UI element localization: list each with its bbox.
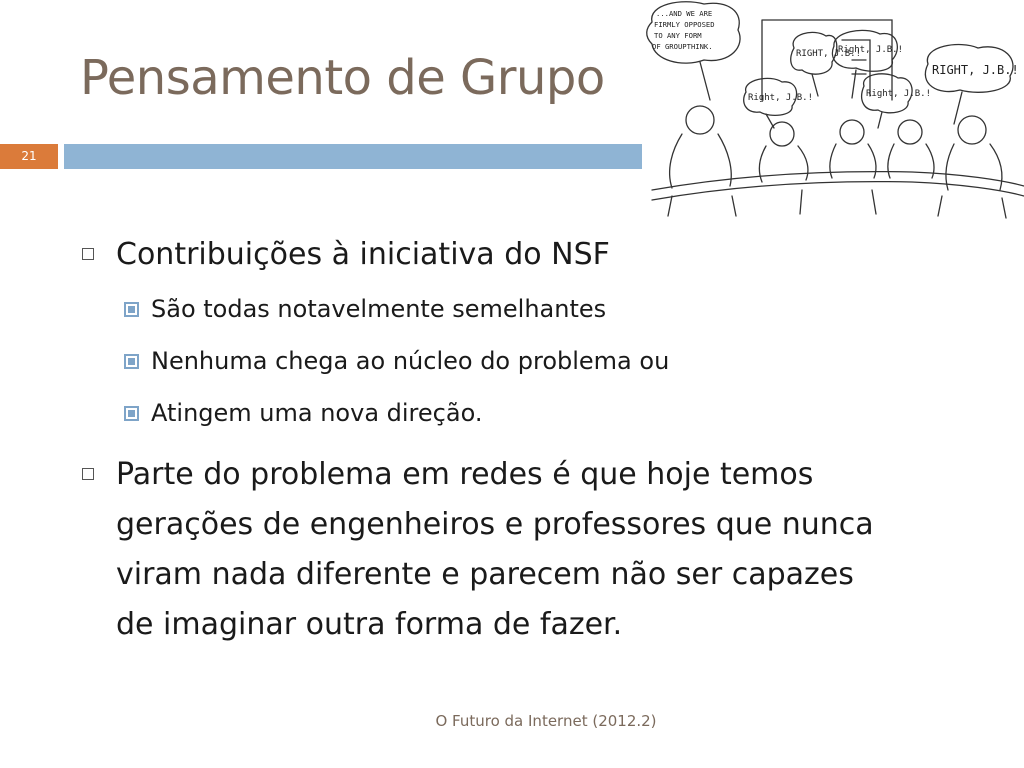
page-number: 21 xyxy=(21,149,37,163)
sub-bullet-1-text: São todas notavelmente semelhantes xyxy=(151,295,607,323)
slide-title: Pensamento de Grupo xyxy=(80,50,605,106)
hollow-square-bullet-icon xyxy=(82,468,94,480)
page-number-badge xyxy=(0,144,58,169)
groupthink-cartoon-image xyxy=(642,0,1024,220)
slide-footer xyxy=(0,712,1024,730)
hollow-square-bullet-icon xyxy=(82,248,94,260)
bullet-item-2 xyxy=(116,450,976,650)
bubble-4: Right, J.B.! xyxy=(748,93,814,103)
footer-text: O Futuro da Internet (2012.2) xyxy=(435,712,657,730)
bullet-1-text: Contribuições à iniciativa do NSF xyxy=(116,237,610,272)
bullet-2-line-3: viram nada diferente e parecem não ser capazes xyxy=(116,557,854,592)
bullet-2-line-4: de imaginar outra forma de fazer. xyxy=(116,607,623,642)
filled-square-bullet-icon xyxy=(124,354,139,369)
sub-bullet-3-text: Atingem uma nova direção. xyxy=(151,399,483,427)
filled-square-bullet-icon xyxy=(124,302,139,317)
bubble-3: Right, J.B.! xyxy=(838,45,904,55)
bullet-2-line-2: gerações de engenheiros e professores que nunca xyxy=(116,507,874,542)
bubble-1-line-1: ...AND WE ARE xyxy=(656,9,713,18)
bubble-6: Right, J.B.! xyxy=(866,89,932,99)
bubble-1-line-3: TO ANY FORM xyxy=(654,31,702,40)
bullet-2-line-1: Parte do problema em redes é que hoje temos xyxy=(116,457,814,492)
bubble-1-line-2: FIRMLY OPPOSED xyxy=(654,20,715,29)
sub-bullet-2-text: Nenhuma chega ao núcleo do problema ou xyxy=(151,347,670,375)
bubble-2: RIGHT, J.B.! xyxy=(796,49,862,59)
filled-square-bullet-icon xyxy=(124,406,139,421)
bubble-5: RIGHT, J.B.! xyxy=(932,63,1019,77)
bubble-1-line-4: OF GROUPTHINK. xyxy=(652,42,713,51)
